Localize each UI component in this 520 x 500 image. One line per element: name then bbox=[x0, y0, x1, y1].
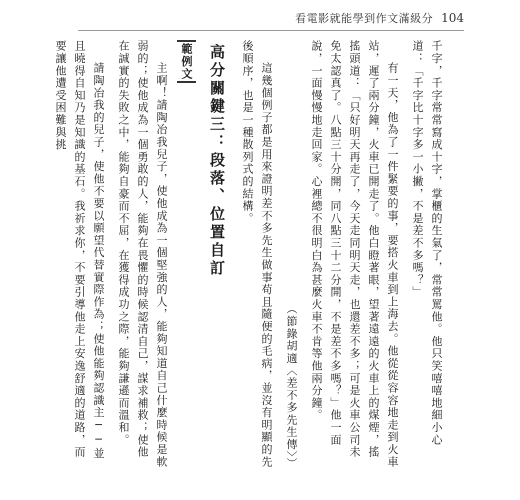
book-title: 看電影就能學到作文滿級分 bbox=[295, 12, 434, 25]
section-heading: 高分關鍵三：段落、位置自訂 bbox=[208, 44, 226, 278]
passage-paragraph: 有一天，他為了一件緊要的事，要搭火車到上海去。他從從容容地走到火車站，遲了兩分鐘，火車已開走了。他白瞪著眼，望著遠遠的火車上的煤煙，搖搖頭道：「只好明天再走了，今天走同明天走，也還差不多；可是火車公司未免太認真了。八點三十分開，同八點三十二分開，不是差不多嗎？」他一面說，一面慢慢地走回家。心裡總不很明白為甚麼火車不肯等他兩分鐘。 bbox=[310, 40, 399, 468]
example-label-line bbox=[177, 40, 196, 470]
passage-paragraph: 千字，千字常常寫成十字，掌櫃的生氣了，常常罵他。他只笑嘻嘻地細小心道：「千字比十字多一小撇，不是差不多嗎？」 bbox=[411, 40, 443, 446]
header-rule bbox=[78, 30, 464, 31]
example-paragraph: 請陶冶我的兒子，使他不要以願望代替實際作為；使他能夠認識主──並且曉得自知乃是知識的基石。我祈求你，不要引導他走上安逸舒適的道路，而要讓他遭受困難與挑 bbox=[54, 40, 105, 460]
example-paragraph: 主啊！請陶冶我兒子，使他成為一個堅強的人，能夠知道自己什麼時候是軟弱的；使他成為一個勇敢的人，能夠在畏懼的時候認清自己，謀求補救；使他在誠實的失敗之中，能夠自豪而不屈，在獲得成功之際，能夠謙遜而溫和。 bbox=[117, 40, 168, 468]
page-number: 104 bbox=[441, 11, 464, 25]
vertical-text-body bbox=[54, 40, 446, 470]
example-label: 範例文 bbox=[177, 40, 196, 83]
running-header bbox=[244, 10, 464, 26]
citation: （節錄胡適〈差不多先生傳〉） bbox=[285, 303, 298, 470]
analysis-paragraph: 這幾個例子都是用來證明差不多先生做事苟且隨便的毛病，並沒有明顯的先後順序，也是一種散列式的結構。 bbox=[241, 40, 273, 468]
